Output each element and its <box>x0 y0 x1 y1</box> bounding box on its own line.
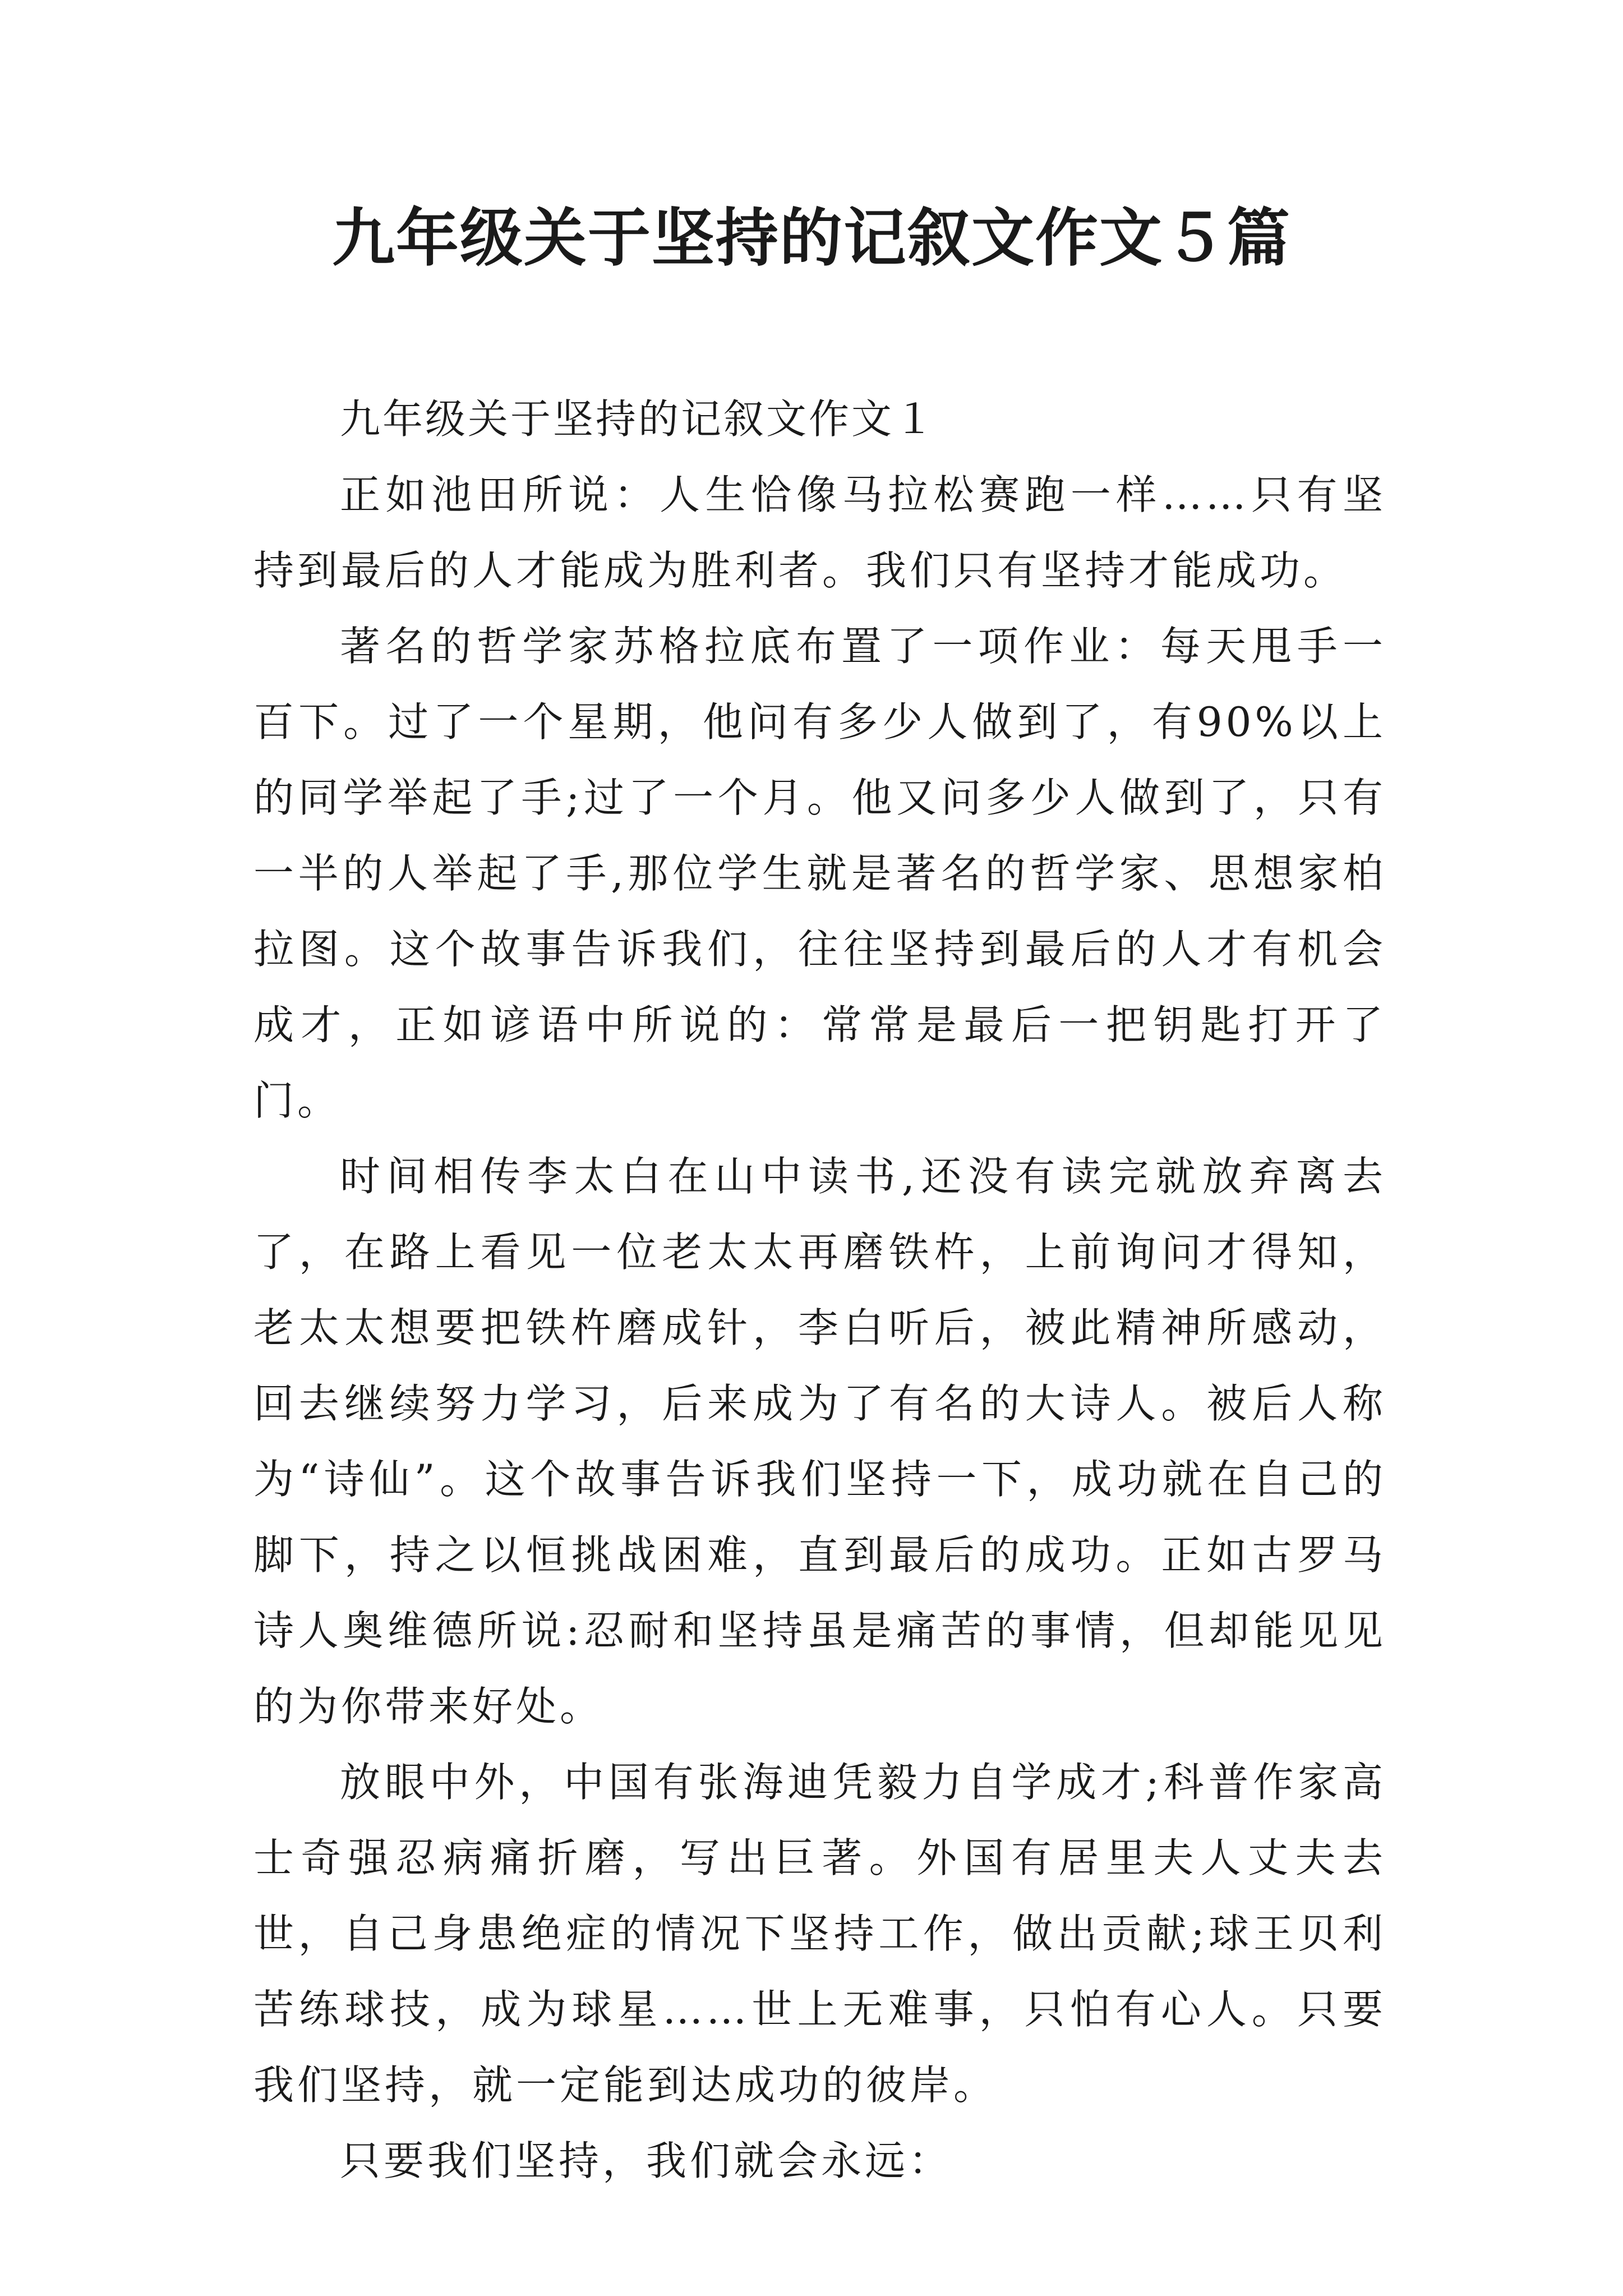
paragraph-4: 放眼中外，中国有张海迪凭毅力自学成才;科普作家高士奇强忍病痛折磨，写出巨著。外国有居里夫人丈夫去世，自己身患绝症的情况下坚持工作，做出贡献;球王贝利苦练球技，成为球星……世上无难事，只怕有心人。只要我们坚持，就一定能到达成功的彼岸。 <box>253 1759 1386 2109</box>
paragraph-2: 著名的哲学家苏格拉底布置了一项作业：每天甩手一百下。过了一个星期，他问有多少人做到了，有90%以上的同学举起了手;过了一个月。他又问多少人做到了，只有一半的人举起了手,那位学生就是著名的哲学家、思想家柏拉图。这个故事告诉我们，往往坚持到最后的人才有机会成才，正如谚语中所说的：常常是最后一把钥匙打开了门。 <box>253 623 1386 1124</box>
paragraph-1: 正如池田所说：人生恰像马拉松赛跑一样……只有坚持到最后的人才能成为胜利者。我们只有坚持才能成功。 <box>253 471 1386 594</box>
paragraph-5: 只要我们坚持，我们就会永远： <box>340 2137 953 2184</box>
paragraph-3: 时间相传李太白在山中读书,还没有读完就放弃离去了，在路上看见一位老太太再磨铁杵，上前询问才得知，老太太想要把铁杵磨成针，李白听后，被此精神所感动，回去继续努力学习，后来成为了有名的大诗人。被后人称为“诗仙”。这个故事告诉我们坚持一下，成功就在自己的脚下，持之以恒挑战困难，直到最后的成功。正如古罗马诗人奥维德所说:忍耐和坚持虽是痛苦的事情，但却能见见的为你带来好处。 <box>253 1153 1386 1730</box>
essay-heading: 九年级关于坚持的记叙文作文１ <box>340 395 937 443</box>
document-body <box>253 381 1386 2199</box>
document-title: 九年级关于坚持的记叙文作文５篇 <box>332 201 1291 275</box>
